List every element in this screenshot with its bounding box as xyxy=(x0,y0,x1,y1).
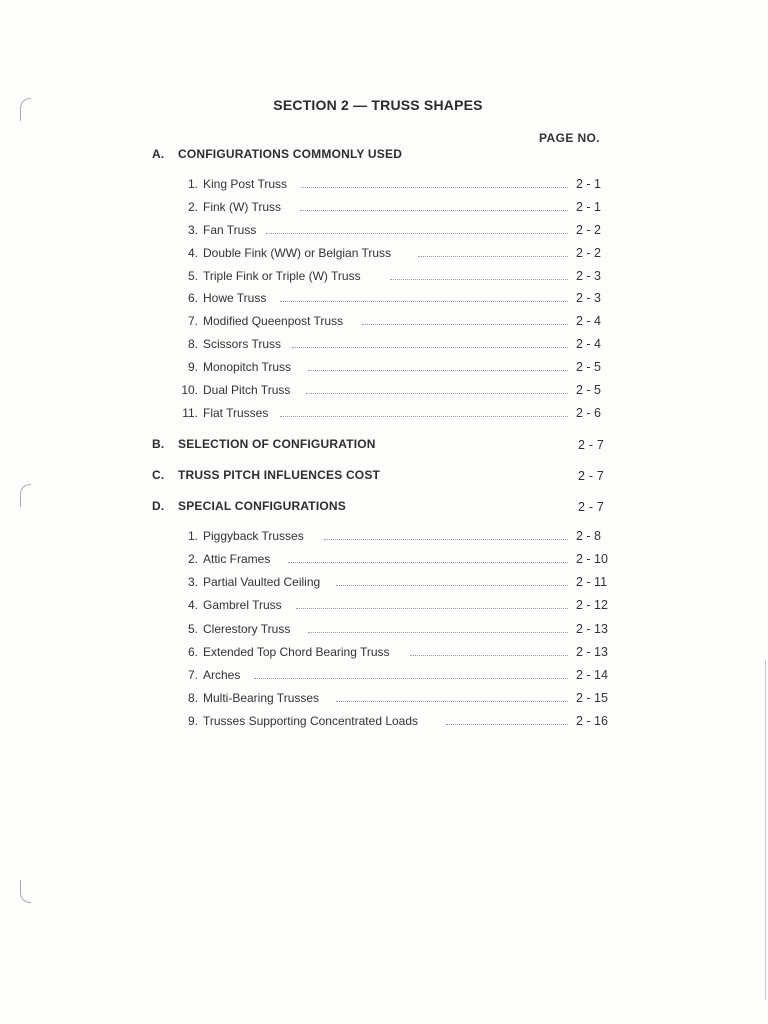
toc-item-dual-pitch-truss[interactable] xyxy=(0,383,768,401)
leader-dots xyxy=(300,210,568,211)
item-title: Triple Fink or Triple (W) Truss xyxy=(203,269,361,283)
item-title: Clerestory Truss xyxy=(203,622,291,636)
section-letter: A. xyxy=(152,147,165,161)
leader-dots xyxy=(336,701,568,702)
item-number: 9. xyxy=(187,360,198,374)
toc-item-attic-frames[interactable] xyxy=(0,552,768,570)
toc-item-howe-truss[interactable] xyxy=(0,291,768,309)
item-title: Fink (W) Truss xyxy=(203,200,281,214)
section-page: 2 - 7 xyxy=(578,469,605,483)
leader-dots xyxy=(288,562,568,563)
item-number: 8. xyxy=(187,691,198,705)
page-edge-line xyxy=(765,660,766,1000)
leader-dots xyxy=(324,539,568,540)
item-page: 2 - 4 xyxy=(576,314,602,328)
item-page: 2 - 3 xyxy=(576,269,602,283)
leader-dots xyxy=(292,347,568,348)
toc-item-arches[interactable] xyxy=(0,668,768,686)
item-number: 3. xyxy=(187,575,198,589)
item-page: 2 - 5 xyxy=(576,360,602,374)
toc-item-king-post-truss[interactable] xyxy=(0,177,768,195)
item-number: 9. xyxy=(187,714,198,728)
item-title: Modified Queenpost Truss xyxy=(203,314,344,328)
item-title: Attic Frames xyxy=(203,552,271,566)
section-letter: D. xyxy=(152,499,165,513)
item-page: 2 - 12 xyxy=(576,598,608,612)
item-title: Flat Trusses xyxy=(203,406,269,420)
toc-item-extended-top-chord-bearing-truss[interactable] xyxy=(0,645,768,663)
leader-dots xyxy=(301,187,568,188)
leader-dots xyxy=(254,678,568,679)
section-heading: SPECIAL CONFIGURATIONS xyxy=(178,499,346,513)
leader-dots xyxy=(418,256,568,257)
toc-section-b[interactable] xyxy=(0,437,768,455)
toc-item-gambrel-truss[interactable] xyxy=(0,598,768,616)
toc-item-scissors-truss[interactable] xyxy=(0,337,768,355)
toc-item-partial-vaulted-ceiling[interactable] xyxy=(0,575,768,593)
item-page: 2 - 1 xyxy=(576,200,602,214)
section-heading: SELECTION OF CONFIGURATION xyxy=(178,437,376,451)
toc-item-piggyback-trusses[interactable] xyxy=(0,529,768,547)
item-page: 2 - 4 xyxy=(576,337,602,351)
leader-dots xyxy=(390,279,568,280)
toc-item-fan-truss[interactable] xyxy=(0,223,768,241)
item-number: 10. xyxy=(181,383,198,397)
item-page: 2 - 14 xyxy=(576,668,608,682)
toc-item-multi-bearing-trusses[interactable] xyxy=(0,691,768,709)
item-title: Extended Top Chord Bearing Truss xyxy=(203,645,390,659)
toc-item-flat-trusses[interactable] xyxy=(0,406,768,424)
item-number: 4. xyxy=(187,598,198,612)
item-number: 5. xyxy=(187,269,198,283)
toc-item-monopitch-truss[interactable] xyxy=(0,360,768,378)
section-letter: B. xyxy=(152,437,165,451)
item-page: 2 - 2 xyxy=(576,246,602,260)
item-title: Monopitch Truss xyxy=(203,360,292,374)
toc-item-fink-truss[interactable] xyxy=(0,200,768,218)
item-number: 1. xyxy=(187,177,198,191)
item-title: Gambrel Truss xyxy=(203,598,282,612)
item-number: 2. xyxy=(187,552,198,566)
item-title: Multi-Bearing Trusses xyxy=(203,691,320,705)
item-page: 2 - 2 xyxy=(576,223,602,237)
toc-item-clerestory-truss[interactable] xyxy=(0,622,768,640)
item-title: Partial Vaulted Ceiling xyxy=(203,575,321,589)
item-title: Fan Truss xyxy=(203,223,257,237)
punch-hole-mark-bottom xyxy=(20,880,31,903)
leader-dots xyxy=(306,393,568,394)
item-number: 3. xyxy=(187,223,198,237)
leader-dots xyxy=(266,233,568,234)
page-no-column-header: PAGE NO. xyxy=(539,131,600,145)
toc-item-triple-fink-truss[interactable] xyxy=(0,269,768,287)
section-page: 2 - 7 xyxy=(578,438,605,452)
item-page: 2 - 6 xyxy=(576,406,602,420)
item-title: Piggyback Trusses xyxy=(203,529,304,543)
item-number: 6. xyxy=(187,645,198,659)
item-page: 2 - 15 xyxy=(576,691,608,705)
section-page: 2 - 7 xyxy=(578,500,605,514)
item-page: 2 - 5 xyxy=(576,383,602,397)
toc-section-c[interactable] xyxy=(0,468,768,486)
leader-dots xyxy=(446,724,568,725)
item-number: 6. xyxy=(187,291,198,305)
item-title: Trusses Supporting Concentrated Loads xyxy=(203,714,419,728)
item-number: 8. xyxy=(187,337,198,351)
leader-dots xyxy=(280,416,568,417)
item-number: 5. xyxy=(187,622,198,636)
leader-dots xyxy=(410,655,568,656)
item-number: 1. xyxy=(187,529,198,543)
item-title: Scissors Truss xyxy=(203,337,282,351)
toc-item-trusses-supporting-concentrated-loads[interactable] xyxy=(0,714,768,732)
item-page: 2 - 1 xyxy=(576,177,602,191)
toc-item-double-fink-truss[interactable] xyxy=(0,246,768,264)
item-page: 2 - 16 xyxy=(576,714,608,728)
item-title: King Post Truss xyxy=(203,177,288,191)
leader-dots xyxy=(336,585,568,586)
leader-dots xyxy=(308,632,568,633)
section-heading: CONFIGURATIONS COMMONLY USED xyxy=(178,147,403,161)
item-number: 4. xyxy=(187,246,198,260)
section-heading: TRUSS PITCH INFLUENCES COST xyxy=(178,468,381,482)
section-letter: C. xyxy=(152,468,165,482)
item-page: 2 - 3 xyxy=(576,291,602,305)
leader-dots xyxy=(308,370,568,371)
toc-section-d[interactable] xyxy=(0,499,768,517)
item-page: 2 - 8 xyxy=(576,529,602,543)
leader-dots xyxy=(280,301,568,302)
item-page: 2 - 13 xyxy=(576,622,608,636)
item-number: 7. xyxy=(187,668,198,682)
item-number: 7. xyxy=(187,314,198,328)
item-number: 2. xyxy=(187,200,198,214)
item-title: Dual Pitch Truss xyxy=(203,383,291,397)
item-page: 2 - 11 xyxy=(576,575,608,589)
leader-dots xyxy=(296,608,568,609)
leader-dots xyxy=(362,324,568,325)
item-page: 2 - 10 xyxy=(576,552,608,566)
item-page: 2 - 13 xyxy=(576,645,608,659)
page-title: SECTION 2 — TRUSS SHAPES xyxy=(273,97,483,113)
item-title: Howe Truss xyxy=(203,291,267,305)
item-title: Arches xyxy=(203,668,241,682)
toc-section-a xyxy=(0,147,768,165)
item-title: Double Fink (WW) or Belgian Truss xyxy=(203,246,392,260)
item-number: 11. xyxy=(182,406,198,420)
toc-item-modified-queenpost-truss[interactable] xyxy=(0,314,768,332)
